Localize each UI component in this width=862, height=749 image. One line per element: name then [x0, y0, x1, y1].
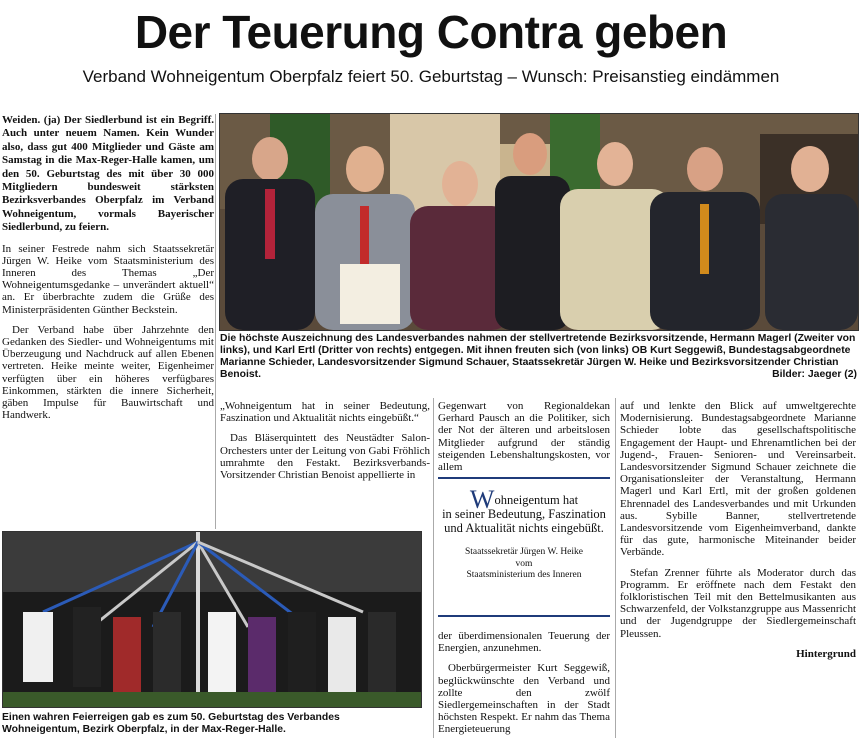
pull-quote: [438, 477, 610, 617]
pull-quote-first-line: ohneigentum hat: [494, 493, 579, 507]
photo-credit: Bilder: Jaeger (2): [772, 369, 857, 380]
pull-quote-source-line: Staatssekretär Jürgen W. Heike: [464, 547, 584, 557]
paragraph: auf und lenkte den Blick auf umweltgerechte Modernisierung. Bundestagsabgeordnete Marianne Schieder lobte das gesellschaftspolitische Engagement der Haupt- und Ehrenamtlichen bei der Jugend-, Frauen- Senioren- und Vereinsarbeit. Landesvorsitzender Sigmund Schauer zeichnete die Organisationsleiter der Veranstaltung, Hermann Magerl und Karl Ertl, mit der großen goldenen Ehrennadel des Landesverbandes und mit Urkunden aus. Sybille Banner, stellvertretende Landesvorsitzende vom Eigenheimverband, dankte für das gute, harmonische Miteinander beider Verbände.: [620, 400, 856, 559]
paragraph: Gegenwart von Regionaldekan Gerhard Pausch an die Politiker, sich der Not der älteren und arbeitslosen Mitglieder aufgrund der ständig steigenden Lebenshaltungskosten, vor allem: [438, 400, 610, 474]
column-divider: [433, 398, 434, 738]
paragraph: Oberbürgermeister Kurt Seggewiß, beglückwünschte den Verband und zollte den zwölf Siedlergemeinschaften in der Stadt höchsten Respekt. Er nahm das Thema Energieteuerung: [438, 662, 610, 736]
lead-paragraph: Weiden. (ja) Der Siedlerbund ist ein Begriff. Auch unter neuem Namen. Kein Wunder also, dass gut 400 Mitglieder und Gäste am Samstag in die Max-Reger-Halle kamen, um den 50. Geburtstag des mit über 30 000 Mitgliedern bundesweit stärksten Bezirksverbandes Oberpfalz im Verband Wohneigentum, vormals Bayerischer Siedlerbund, zu feiern.: [2, 114, 214, 234]
column-divider: [615, 398, 616, 738]
caption-text: Die höchste Auszeichnung des Landesverbandes nahmen der stellvertretende Bezirksvorsitzende, Hermann Magerl (Zweiter von links), und Karl Ertl (Dritter von rechts) entgegen. Mit ihnen freuten sich (von links) OB Kurt Seggewiß, Bundestagsabgeordnete Marianne Schieder, Landesvorsitzender Sigmund Schauer, Staatssekretär Jürgen W. Heike und Bezirksvorsitzender Christian Benoist.: [220, 333, 856, 380]
award-photo: [219, 113, 859, 331]
award-photo-caption: [220, 333, 857, 381]
pull-quote-initial: W: [469, 485, 495, 514]
paragraph: „Wohneigentum hat in seiner Bedeutung, Faszination und Aktualität nichts eingebüßt.“: [220, 400, 430, 425]
pull-quote-source: [438, 547, 610, 582]
pull-quote-source-line: Staatsministerium des Inneren: [466, 570, 582, 580]
subheadline: Verband Wohneigentum Oberpfalz feiert 50. Geburtstag – Wunsch: Preisanstieg eindämmen: [82, 67, 780, 86]
dance-photo-caption: Einen wahren Feierreigen gab es zum 50. Geburtstag des Verbandes Wohneigentum, Bezirk Oberpfalz, in der Max-Reger-Halle.: [2, 712, 340, 735]
article-column-4: [620, 400, 856, 660]
article-column-2: [220, 400, 430, 489]
paragraph: Der Verband habe über Jahrzehnte den Gedanken des Siedler- und Wohneigentums mit Überzeugung und Nachdruck auf allen Ebenen vertreten. Heike meinte weiter, Eigenheimer verfügten über ein höheres verfügbares Einkommen, stärkten die innere Sicherheit, gäben Impulse für Bauwirtschaft und Handwerk.: [2, 323, 214, 422]
dance-photo-image: [3, 532, 421, 707]
pull-quote-source-line: vom: [515, 558, 533, 569]
pull-quote-rest: in seiner Bedeutung, Faszination und Aktualität nichts eingebüßt.: [442, 507, 606, 535]
section-label: Hintergrund: [796, 647, 856, 660]
column-divider: [215, 114, 216, 529]
article-column-3-continued: [438, 630, 610, 744]
pull-quote-text: [438, 485, 610, 535]
dance-photo: [2, 531, 422, 708]
award-photo-image: [220, 114, 858, 330]
article-column-1: [2, 114, 214, 430]
headline: Der Teuerung Contra geben: [134, 6, 728, 58]
paragraph: Stefan Zrenner führte als Moderator durch das Programm. Er eröffnete nach dem Festakt den folkloristischen Teil mit den Bettelmusikanten aus Schwarzenfeld, der Volkstanzgruppe aus Massenricht und der Jugendgruppe der Siedlergemeinschaft Pleussen.: [620, 566, 856, 640]
article-column-3: [438, 400, 610, 481]
paragraph: In seiner Festrede nahm sich Staatssekretär Jürgen W. Heike vom Staatsministerium des Inneren des Themas „Der Wohneigentumsgedanke – unverändert aktuell“ an. Er überbrachte zudem die Grüße des Ministerpräsidenten Günther Beckstein.: [2, 242, 214, 316]
paragraph: Das Bläserquintett des Neustädter Salon-Orchesters unter der Leitung von Gabi Fröhlich umrahmte den Festakt. Bezirksverbands-Vorsitzender Christian Benoist appellierte in: [220, 432, 430, 482]
paragraph: der überdimensionalen Teuerung der Energien, anzunehmen.: [438, 630, 610, 655]
